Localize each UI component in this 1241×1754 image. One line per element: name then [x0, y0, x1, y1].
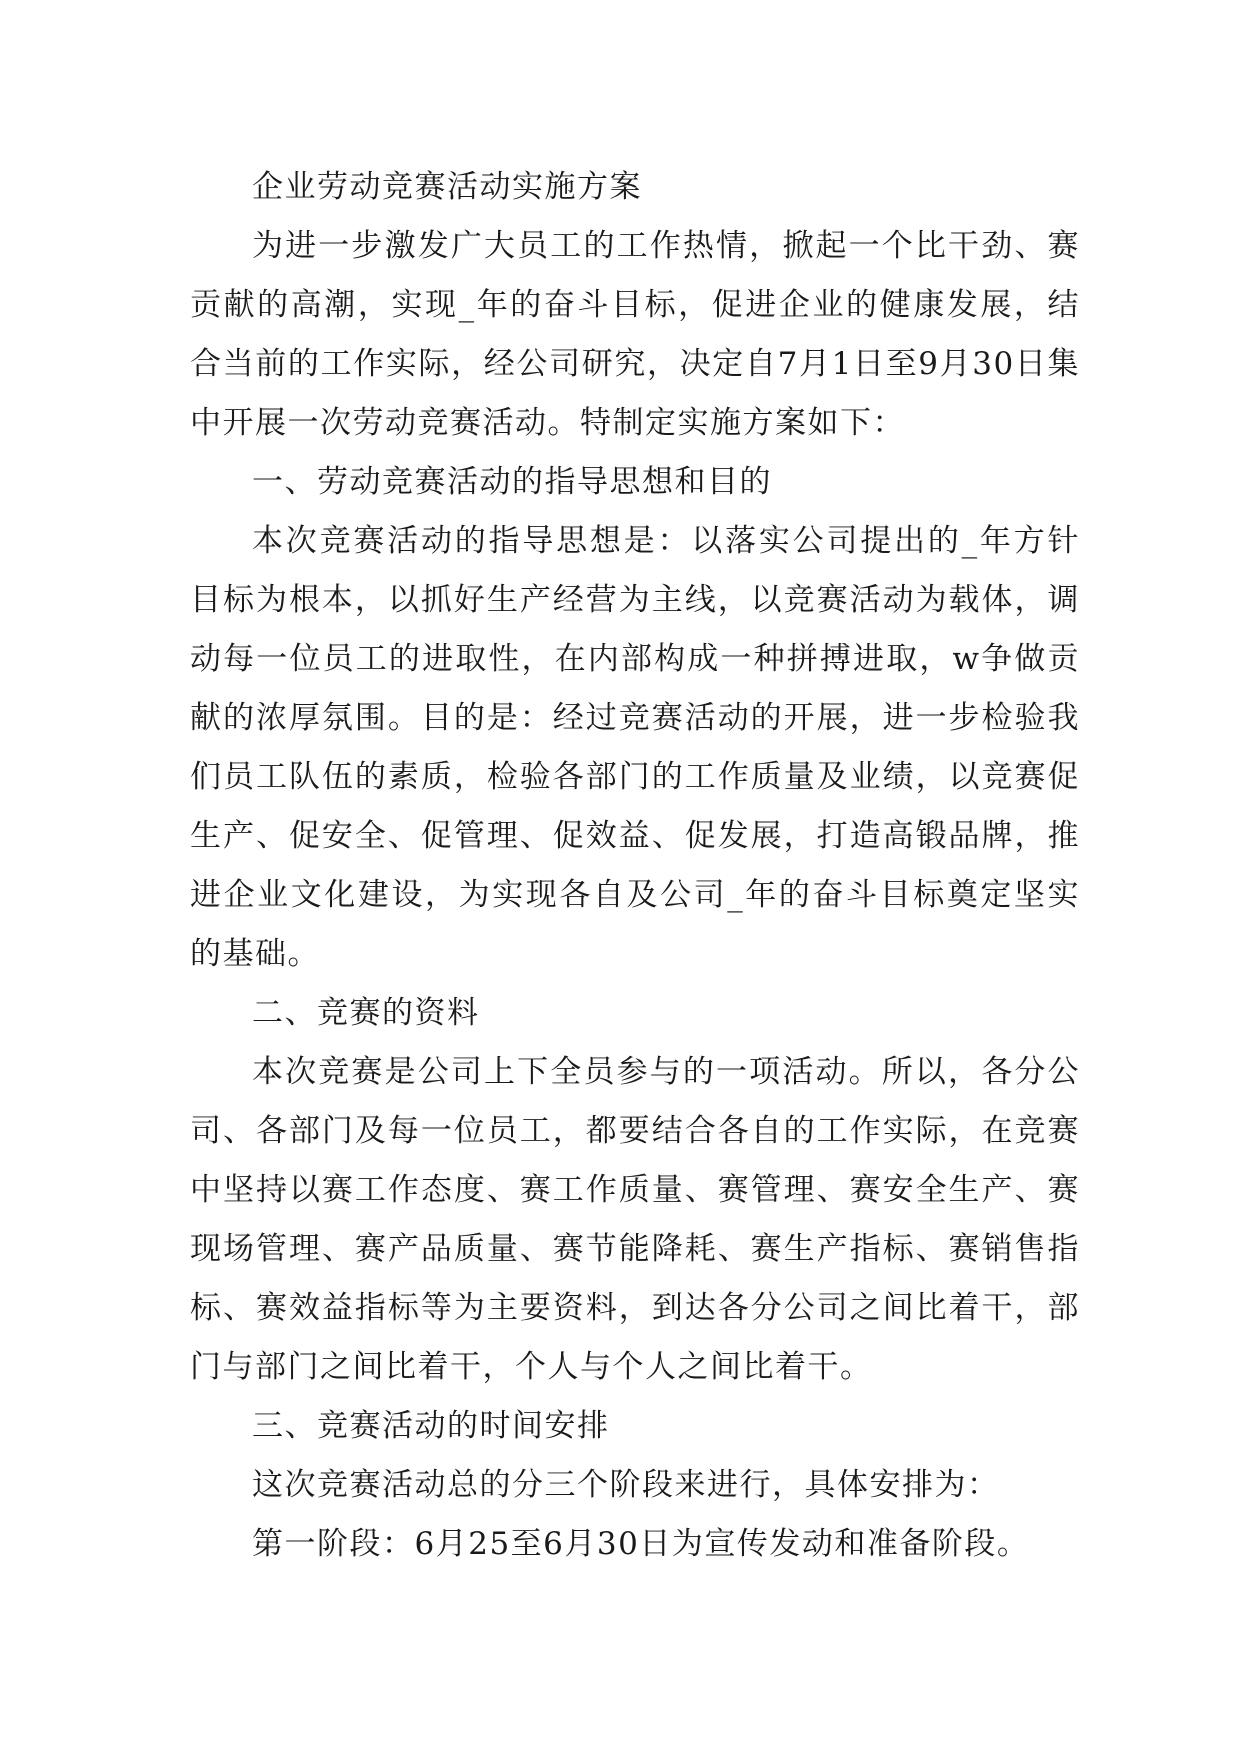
section-2-heading: 二、竞赛的资料 [252, 995, 480, 1031]
section-1-paragraph: 本次竞赛活动的指导思想是：以落实公司提出的_年方针目标为根本，以抓好生产经营为主线，以竞赛活动为载体，调动每一位员工的进取性，在内部构成一种拼搏进取，w争做贡献的浓厚氛围。目的是：经过竞赛活动的开展，进一步检验我们员工队伍的素质，检验各部门的工作质量及业绩，以竞赛促生产、促安全、促管理、促效益、促发展，打造高锻品牌，推进企业文化建设，为实现各自及公司_年的奋斗目标奠定坚实的基础。 [190, 523, 1080, 972]
stage-1-paragraph: 第一阶段：6月25至6月30日为宣传发动和准备阶段。 [252, 1526, 1030, 1562]
document-body [190, 158, 1080, 1574]
section-3-paragraph: 这次竞赛活动总的分三个阶段来进行，具体安排为： [252, 1467, 1000, 1503]
document-title: 企业劳动竞赛活动实施方案 [252, 169, 642, 205]
section-3-heading: 三、竞赛活动的时间安排 [252, 1408, 610, 1444]
section-2-paragraph: 本次竞赛是公司上下全员参与的一项活动。所以，各分公司、各部门及每一位员工，都要结合各自的工作实际，在竞赛中坚持以赛工作态度、赛工作质量、赛管理、赛安全生产、赛现场管理、赛产品质量、赛节能降耗、赛生产指标、赛销售指标、赛效益指标等为主要资料，到达各分公司之间比着干，部门与部门之间比着干，个人与个人之间比着干。 [190, 1054, 1080, 1385]
intro-paragraph: 为进一步激发广大员工的工作热情，掀起一个比干劲、赛贡献的高潮，实现_年的奋斗目标，促进企业的健康发展，结合当前的工作实际，经公司研究，决定自7月1日至9月30日集中开展一次劳动竞赛活动。特制定实施方案如下： [190, 228, 1080, 441]
section-1-heading: 一、劳动竞赛活动的指导思想和目的 [252, 464, 772, 500]
